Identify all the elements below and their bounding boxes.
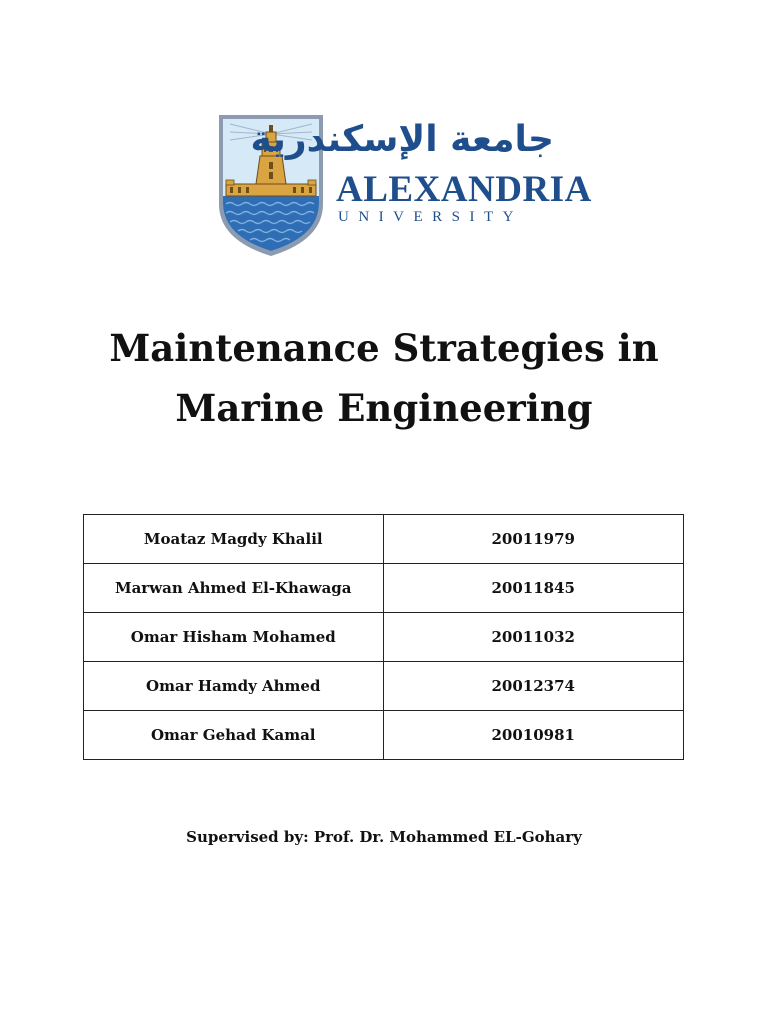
table-row — [84, 662, 684, 711]
table-row — [84, 515, 684, 564]
member-id: 20010981 — [383, 711, 684, 760]
member-id: 20011845 — [383, 564, 684, 613]
member-id: 20011979 — [383, 515, 684, 564]
report-title — [0, 318, 768, 438]
member-id: 20011032 — [383, 613, 684, 662]
member-id: 20012374 — [383, 662, 684, 711]
table-row — [84, 564, 684, 613]
member-name: Omar Hisham Mohamed — [84, 613, 384, 662]
table-row — [84, 711, 684, 760]
university-subtitle: UNIVERSITY — [338, 209, 523, 225]
supervisor-line: Supervised by: Prof. Dr. Mohammed EL-Gohary — [186, 828, 582, 846]
team-members-table — [83, 514, 684, 760]
member-name: Moataz Magdy Khalil — [84, 515, 384, 564]
member-name: Marwan Ahmed El-Khawaga — [84, 564, 384, 613]
member-name: Omar Gehad Kamal — [84, 711, 384, 760]
table-row — [84, 613, 684, 662]
university-logo — [216, 112, 592, 260]
title-line-2: Marine Engineering — [175, 386, 593, 430]
arabic-wordmark: جامعة الإسكندرية — [250, 119, 554, 160]
member-name: Omar Hamdy Ahmed — [84, 662, 384, 711]
title-line-1: Maintenance Strategies in — [109, 326, 659, 370]
university-name: ALEXANDRIA — [336, 169, 592, 210]
